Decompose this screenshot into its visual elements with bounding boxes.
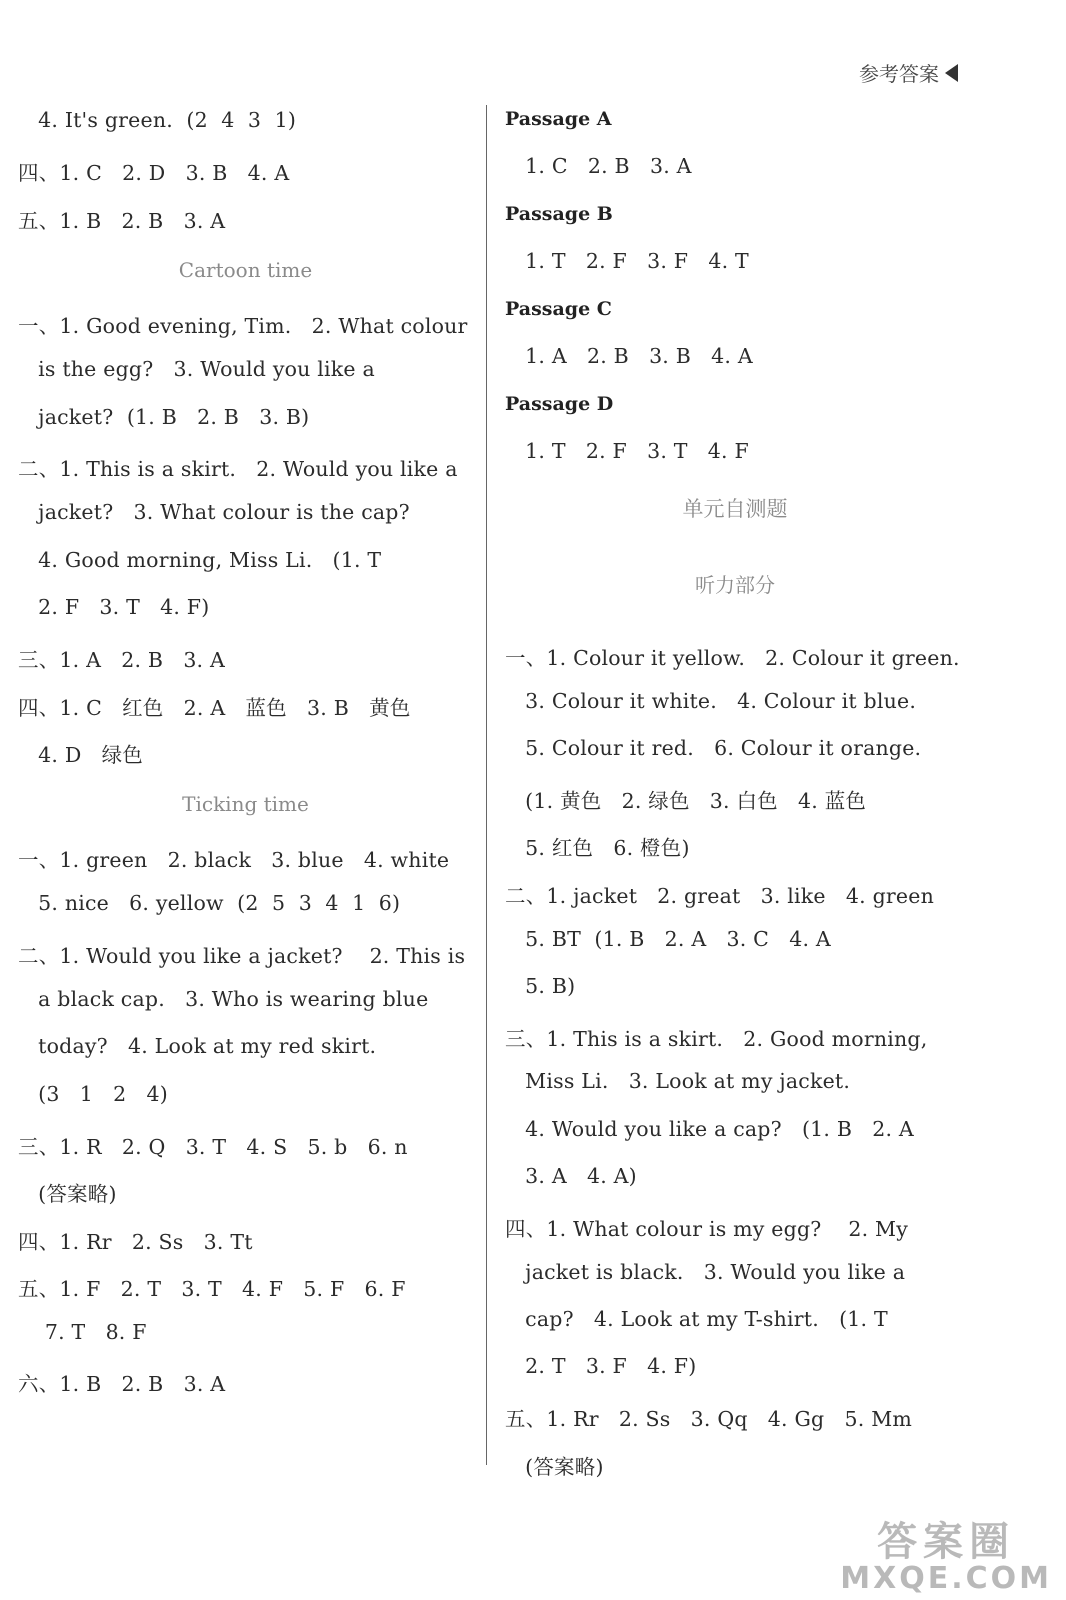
answer-line: 5. Colour it red. 6. Colour it orange. (505, 736, 922, 760)
answer-line: 2. F 3. T 4. F) (18, 595, 210, 619)
answer-line: 四、1. C 红色 2. A 蓝色 3. B 黄色 (18, 696, 411, 720)
answer-line: 4. Would you like a cap? (1. B 2. A (505, 1117, 914, 1141)
answer-line: 5. nice 6. yellow (2 5 3 4 1 6) (18, 891, 401, 915)
answer-line: 3. A 4. A) (505, 1164, 637, 1188)
answer-line: 五、1. Rr 2. Ss 3. Qq 4. Gg 5. Mm (505, 1407, 913, 1431)
passage-heading-c: Passage C (505, 298, 612, 320)
answer-line: 三、1. A 2. B 3. A (18, 648, 225, 672)
answer-line: 五、1. B 2. B 3. A (18, 209, 226, 233)
answer-line: 4. It's green. (2 4 3 1) (18, 108, 297, 132)
answer-line: 二、1. This is a skirt. 2. Would you like a (18, 457, 458, 481)
answer-line: 一、1. Good evening, Tim. 2. What colour (18, 314, 468, 338)
answer-line: 二、1. jacket 2. great 3. like 4. green (505, 884, 934, 908)
answer-line: (1. 黄色 2. 绿色 3. 白色 4. 蓝色 (505, 789, 867, 813)
column-divider (486, 105, 487, 1465)
watermark-bottom-text: MXQE.COM (840, 1561, 1052, 1596)
watermark-logo (840, 1520, 1052, 1594)
answer-line: 5. B) (505, 974, 576, 998)
answer-line: 二、1. Would you like a jacket? 2. This is (18, 944, 466, 968)
answer-line: 一、1. Colour it yellow. 2. Colour it green. (505, 646, 960, 670)
answer-line: 4. Good morning, Miss Li. (1. T (18, 548, 382, 572)
answer-line: jacket? (1. B 2. B 3. B) (18, 405, 310, 429)
answer-line: 5. 红色 6. 橙色) (505, 836, 690, 860)
answer-line: 1. A 2. B 3. B 4. A (505, 344, 753, 368)
answer-line: 1. C 2. B 3. A (505, 154, 692, 178)
answer-line: 2. T 3. F 4. F) (505, 1354, 697, 1378)
answer-line: jacket is black. 3. Would you like a (505, 1260, 906, 1284)
answer-line: a black cap. 3. Who is wearing blue (18, 987, 429, 1011)
answer-line: 3. Colour it white. 4. Colour it blue. (505, 689, 917, 713)
answer-line: 1. T 2. F 3. F 4. T (505, 249, 749, 273)
answer-line: 六、1. B 2. B 3. A (18, 1372, 226, 1396)
answer-line: 1. T 2. F 3. T 4. F (505, 439, 749, 463)
triangle-left-icon (945, 64, 958, 82)
passage-heading-b: Passage B (505, 203, 613, 225)
section-heading-ticking-time: Ticking time (182, 792, 309, 816)
header-title: 参考答案 (859, 62, 939, 86)
answer-line: 三、1. This is a skirt. 2. Good morning, (505, 1027, 928, 1051)
answer-line: 4. D 绿色 (18, 743, 144, 767)
answer-line: 四、1. Rr 2. Ss 3. Tt (18, 1230, 253, 1254)
answer-line: 7. T 8. F (18, 1320, 147, 1344)
answer-line: (答案略) (505, 1455, 604, 1479)
section-heading-cartoon-time: Cartoon time (178, 258, 313, 282)
passage-heading-a: Passage A (505, 108, 612, 130)
answer-line: 5. BT (1. B 2. A 3. C 4. A (505, 927, 831, 951)
answer-line: (3 1 2 4) (18, 1082, 168, 1106)
answer-line: is the egg? 3. Would you like a (18, 357, 375, 381)
answer-line: jacket? 3. What colour is the cap? (18, 500, 410, 524)
section-heading-unit-test: 单元自测题 (682, 497, 788, 521)
answer-line: 五、1. F 2. T 3. T 4. F 5. F 6. F (18, 1277, 406, 1301)
answer-line: 四、1. What colour is my egg? 2. My (505, 1217, 908, 1241)
section-heading-listening: 听力部分 (695, 573, 775, 597)
watermark-top-text: 答案圈 (877, 1519, 1016, 1565)
answer-line: today? 4. Look at my red skirt. (18, 1034, 377, 1058)
answer-line: cap? 4. Look at my T-shirt. (1. T (505, 1307, 888, 1331)
page-header (859, 58, 958, 87)
answer-line: 一、1. green 2. black 3. blue 4. white (18, 848, 450, 872)
passage-heading-d: Passage D (505, 393, 614, 415)
answer-line: (答案略) (18, 1182, 117, 1206)
answer-line: 三、1. R 2. Q 3. T 4. S 5. b 6. n (18, 1135, 408, 1159)
answer-line: Miss Li. 3. Look at my jacket. (505, 1069, 851, 1093)
answer-line: 四、1. C 2. D 3. B 4. A (18, 161, 290, 185)
